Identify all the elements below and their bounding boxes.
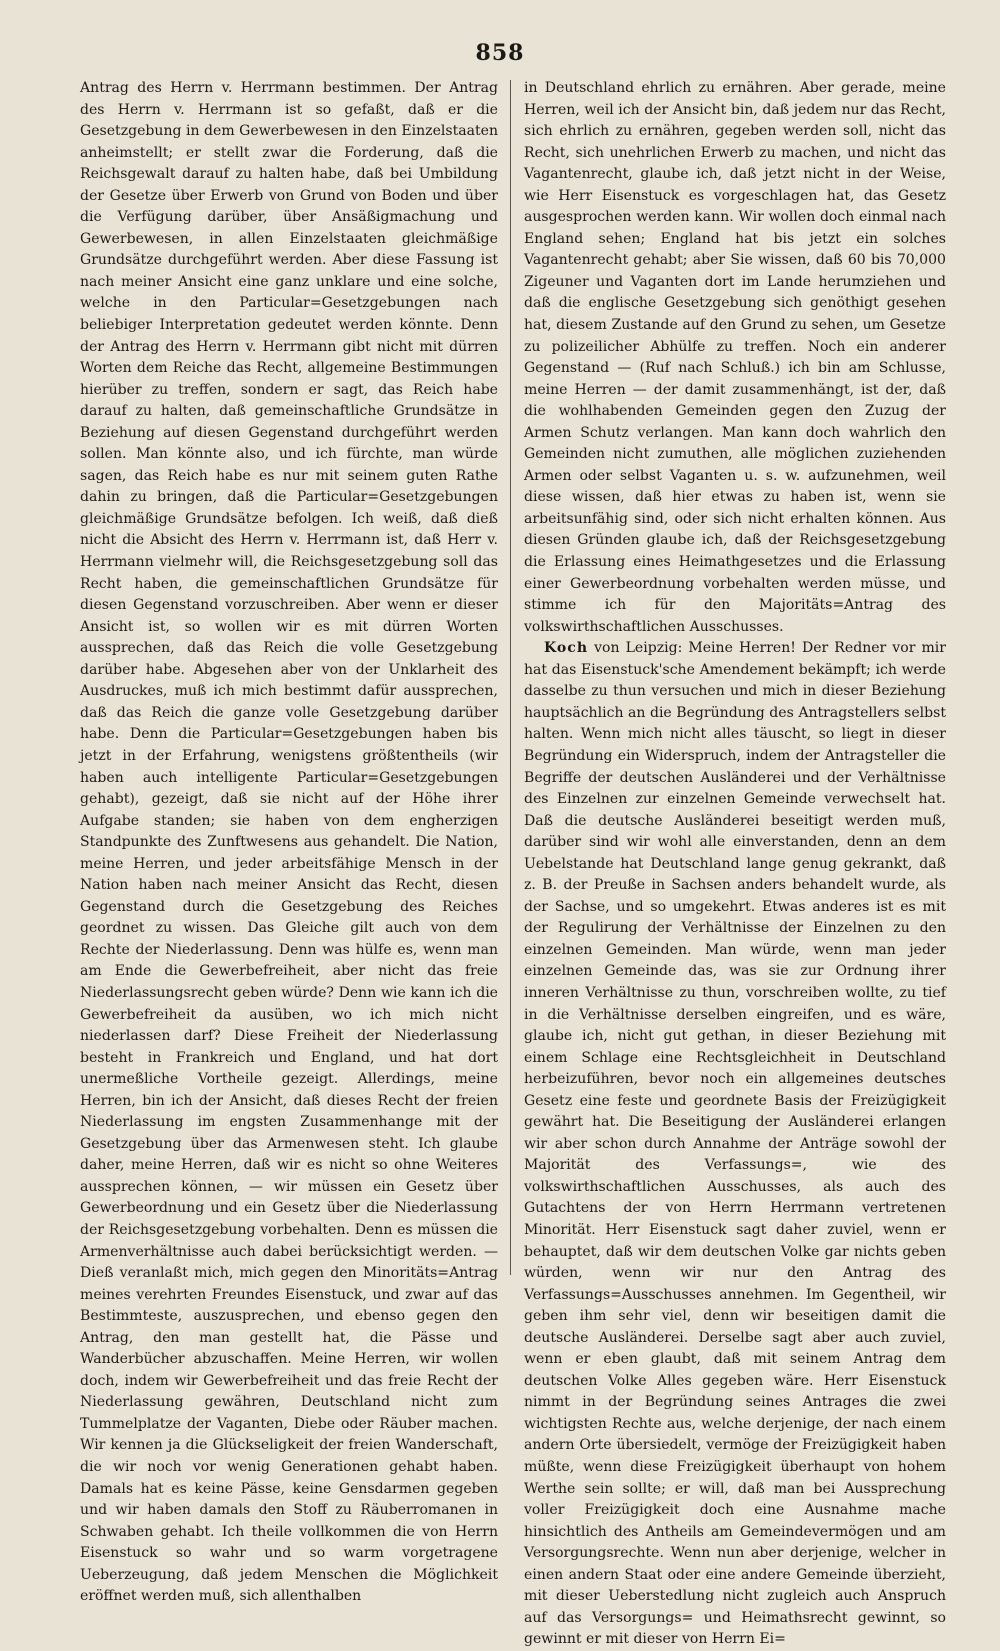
column-divider: [510, 80, 511, 1275]
right-paragraph-2: Koch von Leipzig: Meine Herren! Der Redner vor mir hat das Eisenstuck'sche Amendement bekämpft; ich werde dasselbe zu thun versuchen und mich in dieser Beziehung hauptsächlich an die Begründung des Antragstellers selbst halten. Wenn mich nicht alles täuscht, so liegt in dieser Begründung ein Widerspruch, indem der Antragsteller die Begriffe der deutschen Ausländerei und der Verhältnisse des Einzelnen zur einzelnen Gemeinde verwechselt hat. Daß die deutsche Ausländerei beseitigt werden muß, darüber sind wir wohl alle einverstanden, denn an dem Uebelstande hat Deutschland lange genug gekrankt, daß z. B. der Preuße in Sachsen anders behandelt wurde, als der Sachse, und so umgekehrt. Etwas anderes ist es mit der Regulirung der Verhältnisse der Einzelnen zu den einzelnen Gemeinden. Man würde, wenn man jeder einzelnen Gemeinde das, was sie zur Ordnung ihrer inneren Verhältnisse zu thun, vorschreiben wollte, zu tief in die Verhältnisse derselben eingreifen, und es wäre, glaube ich, nicht gut gethan, in dieser Beziehung mit einem Schlage eine Rechtsgleichheit in Deutschland herbeizuführen, bevor noch ein allgemeines deutsches Gesetz eine feste und geordnete Basis der Freizügigkeit gewährt hat. Die Beseitigung der Ausländerei erlangen wir aber schon durch Annahme der Anträge sowohl der Majorität des Verfassungs=, wie des volkswirthschaftlichen Ausschusses, als auch des Gutachtens der von Herrn Herrmann vertretenen Minorität. Herr Eisenstuck sagt daher zuviel, wenn er behauptet, daß wir dem deutschen Volke gar nichts geben würden, wenn wir nur den Antrag des Verfassungs=Ausschusses annehmen. Im Gegentheil, wir geben ihm sehr viel, denn wir beseitigen damit die deutsche Ausländerei. Derselbe sagt aber auch zuviel, wenn er eben glaubt, daß mit seinem Antrag dem deutschen Volke Alles gegeben wäre. Herr Eisenstuck nimmt in der Begründung seines Antrages die zwei wichtigsten Rechte aus, welche derjenige, der nach einem andern Orte übersiedelt, vermöge der Freizügigkeit haben müßte, wenn diese Freizügigkeit überhaupt von hohem Werthe sein sollte; er will, daß man bei Aussprechung voller Freizügigkeit doch eine Ausnahme mache hinsichtlich des Antheils am Gemeindevermögen und am Versorgungsrechte. Wenn nun aber derjenige, welcher in einen andern Staat oder eine andere Gemeinde überzieht, mit dieser Ueberstedlung nicht zugleich auch Anspruch auf das Versorgungs= und Heimathsrecht gewinnt, so gewinnt er mit dieser von Herrn Ei=: [524, 640, 946, 1648]
right-paragraph-1: in Deutschland ehrlich zu ernähren. Aber gerade, meine Herren, weil ich der Ansicht bin, daß jedem nur das Recht, sich ehrlich zu ernähren, gegeben werden soll, nicht das Recht, sich unehrlichen Erwerb zu machen, und nicht das Vagantenrecht, glaube ich, daß jetzt nicht in der Weise, wie Herr Eisenstuck es vorgeschlagen hat, das Gesetz ausgesprochen werden kann. Wir wollen doch einmal nach England sehen; England hat bis jetzt ein solches Vagantenrecht gehabt; aber Sie wissen, daß 60 bis 70,000 Zigeuner und Vaganten dort im Lande herumziehen und daß die englische Gesetzgebung sich genöthigt gesehen hat, diesem Zustande auf den Grund zu sehen, um Gesetze zu polizeilicher Abhülfe zu treffen. Noch ein anderer Gegenstand — (Ruf nach Schluß.) ich bin am Schlusse, meine Herren — der damit zusammenhängt, ist der, daß die wohlhabenden Gemeinden gegen den Zuzug der Armen Schutz verlangen. Man kann doch wahrlich den Gemeinden nicht zumuthen, alle möglichen zuziehenden Armen oder selbst Vaganten u. s. w. aufzunehmen, weil diese wissen, daß hier etwas zu haben ist, wenn sie arbeitsunfähig sind, oder sich nicht erhalten können. Aus diesen Gründen glaube ich, daß der Reichsgesetzgebung die Erlassung eines Heimathgesetzes und die Erlassung einer Gewerbeordnung vorbehalten werden müsse, und stimme ich für den Majoritäts=Antrag des volkswirthschaftlichen Ausschusses.: [524, 80, 946, 635]
page-number: 858: [475, 40, 525, 66]
speaker-name: Koch: [544, 640, 589, 657]
left-paragraph: Antrag des Herrn v. Herrmann bestimmen. Der Antrag des Herrn v. Herrmann ist so gefaßt, daß er die Gesetzgebung in dem Gewerbewesen in den Einzelstaaten anheimstellt; er stellt zwar die Forderung, daß die Reichsgewalt darauf zu halten habe, daß bei Umbildung der Gesetze über Erwerb von Grund von Boden und über die Verfügung darüber, über Ansäßigmachung und Gewerbewesen, in allen Einzelstaaten gleichmäßige Grundsätze durchgeführt werden. Aber diese Fassung ist nach meiner Ansicht eine ganz unklare und eine solche, welche in den Particular=Gesetzgebungen nach beliebiger Interpretation gedeutet werden könnte. Denn der Antrag des Herrn v. Herrmann gibt nicht mit dürren Worten dem Reiche das Recht, allgemeine Bestimmungen hierüber zu treffen, sondern er sagt, das Reich habe darauf zu halten, daß gemeinschaftliche Grundsätze in Beziehung auf diesen Gegenstand durchgeführt werden sollen. Man könnte also, und ich fürchte, man würde sagen, das Reich habe es nur mit seinem guten Rathe dahin zu bringen, daß die Particular=Gesetzgebungen gleichmäßige Grundsätze befolgen. Ich weiß, daß dieß nicht die Absicht des Herrn v. Herrmann ist, daß Herr v. Herrmann vielmehr will, die Reichsgesetzgebung soll das Recht haben, die gemeinschaftlichen Grundsätze für diesen Gegenstand vorzuschreiben. Aber wenn er dieser Ansicht ist, so wollen wir es mit dürren Worten aussprechen, daß das Reich die volle Gesetzgebung darüber habe. Abgesehen aber von der Unklarheit des Ausdruckes, muß ich mich bestimmt dafür aussprechen, daß das Reich die ganze volle Gesetzgebung darüber habe. Denn die Particular=Gesetzgebungen haben bis jetzt in der Erfahrung, wenigstens größtentheils (wir haben auch intelligente Particular=Gesetzgebungen gehabt), gezeigt, daß sie nicht auf der Höhe ihrer Aufgabe standen; sie haben von dem engherzigen Standpunkte des Zunftwesens aus gehandelt. Die Nation, meine Herren, und jeder arbeitsfähige Mensch in der Nation haben nach meiner Ansicht das Recht, diesen Gegenstand durch die Gesetzgebung des Reiches geordnet zu wissen. Das Gleiche gilt auch von dem Rechte der Niederlassung. Denn was hülfe es, wenn man am Ende die Gewerbefreiheit, aber nicht das freie Niederlassungsrecht geben würde? Denn wie kann ich die Gewerbefreiheit da ausüben, wo ich mich nicht niederlassen darf? Diese Freiheit der Niederlassung besteht in Frankreich und England, und hat dort unermeßliche Vortheile gezeigt. Allerdings, meine Herren, bin ich der Ansicht, daß dieses Recht der freien Niederlassung im engsten Zusammenhange mit der Gesetzgebung über das Armenwesen steht. Ich glaube daher, meine Herren, daß wir es nicht so ohne Weiteres aussprechen können, — wir müssen ein Gesetz über Gewerbeordnung und ein Gesetz über die Niederlassung der Reichsgesetzgebung vorbehalten. Denn es müssen die Armenverhältnisse auch dabei berücksichtigt werden. — Dieß veranlaßt mich, mich gegen den Minoritäts=Antrag meines verehrten Freundes Eisenstuck, und zwar auf das Bestimmteste, auszusprechen, und ebenso gegen den Antrag, den man gestellt hat, die Pässe und Wanderbücher abzuschaffen. Meine Herren, wir wollen doch, indem wir Gewerbefreiheit und das freie Recht der Niederlassung gewähren, Deutschland nicht zum Tummelplatze der Vaganten, Diebe oder Räuber machen. Wir kennen ja die Glückseligkeit der freien Wanderschaft, die wir noch vor wenig Generationen gehabt haben. Damals hat es keine Pässe, keine Gensdarmen gegeben und wir haben damals den Stoff zu Räuberromanen in Schwaben gehabt. Ich theile vollkommen die von Herrn Eisenstuck so wahr und so warm vorgetragene Ueberzeugung, daß jedem Menschen die Möglichkeit eröffnet werden muß, sich allenthalben: [80, 80, 498, 1605]
right-column: [524, 78, 946, 1648]
left-column: [80, 78, 498, 1605]
